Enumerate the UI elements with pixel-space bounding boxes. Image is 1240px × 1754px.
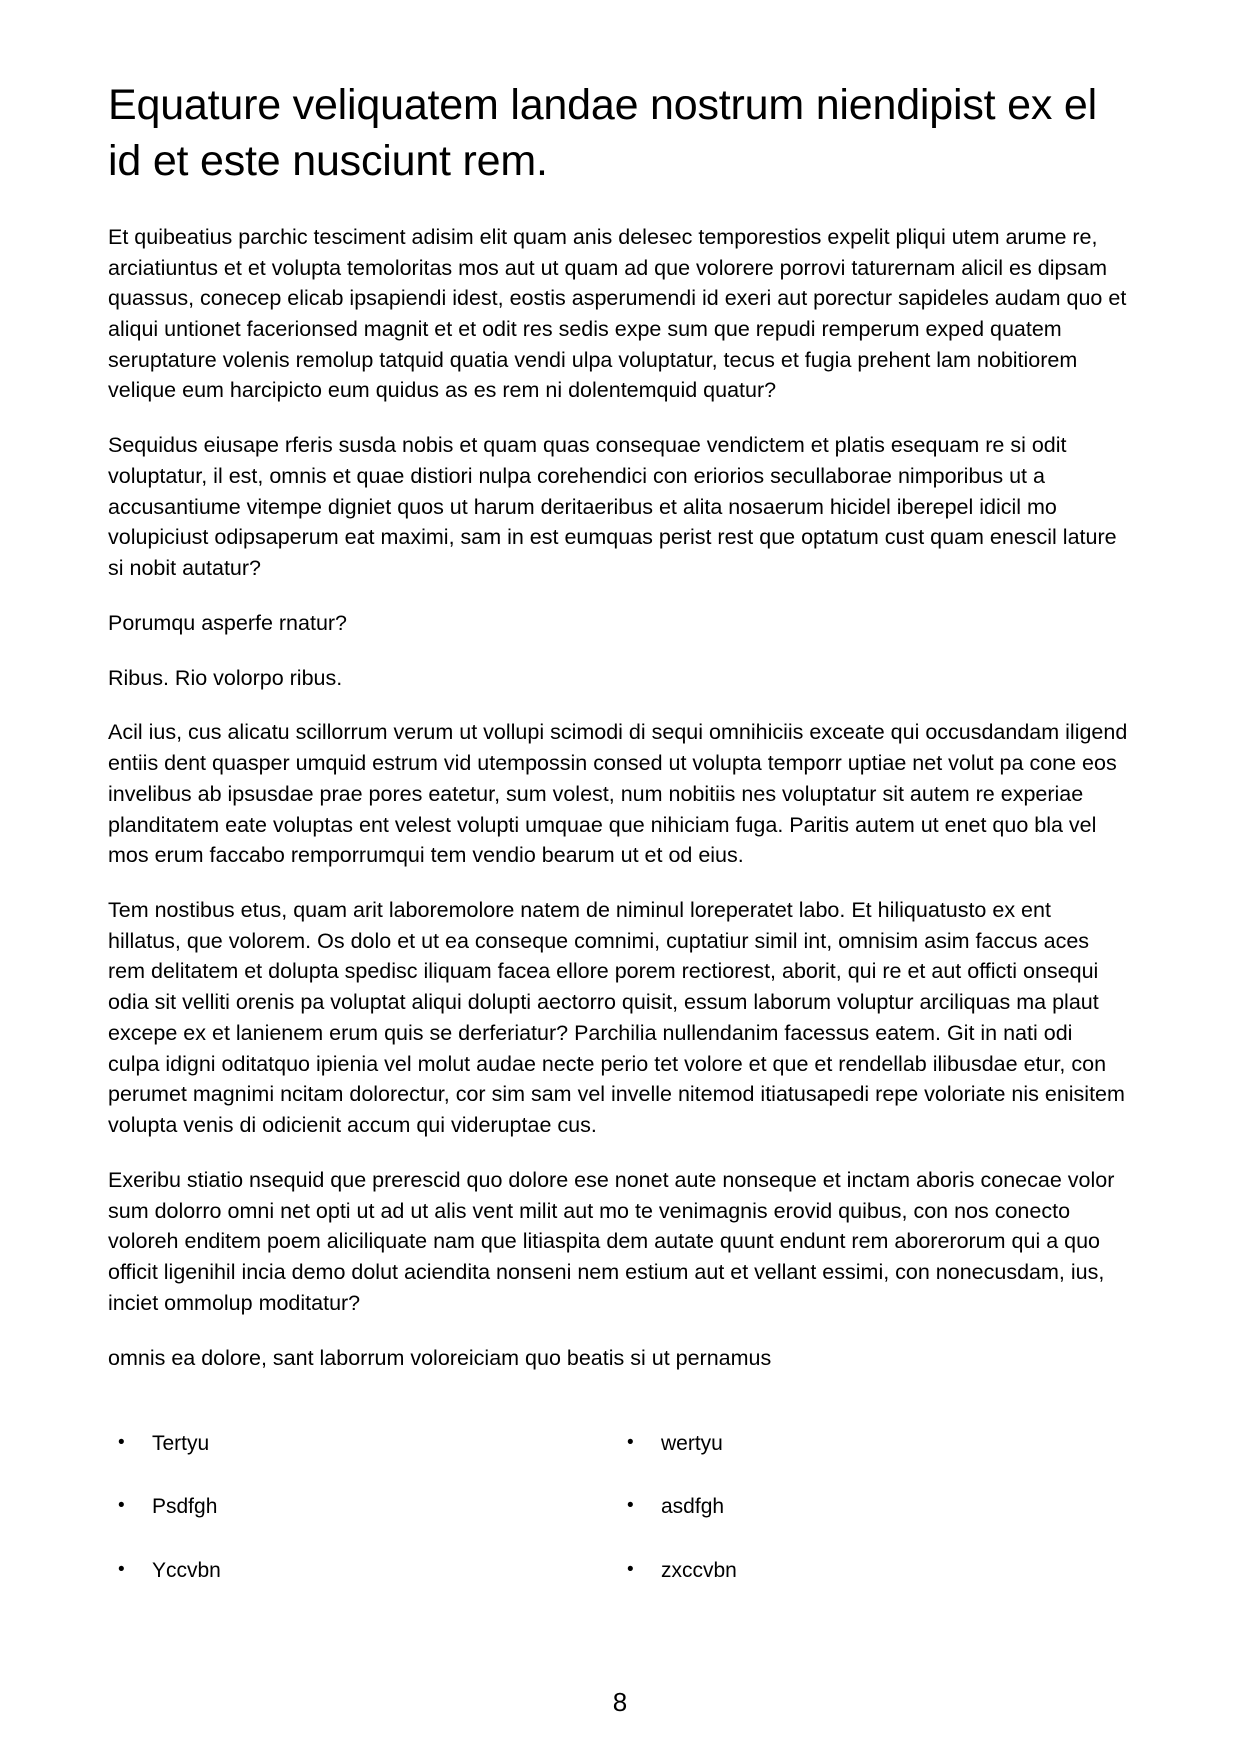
bullet-point-icon: • (627, 1495, 634, 1517)
list-item (118, 1431, 619, 1456)
paragraph-8: omnis ea dolore, sant laborrum voloreiciam quo beatis si ut pernamus (108, 1345, 772, 1370)
list-item (118, 1558, 619, 1583)
page-title: Equature veliquatem landae nostrum niendipist ex el id et este nusciunt rem. (108, 81, 1097, 185)
bullet-point-icon: • (627, 1432, 634, 1454)
paragraph-2: Sequidus eiusape rferis susda nobis et quam quas consequae vendictem et platis esequam re si odit voluptatur, il est, omnis et quae distiori nulpa corehendici con eriorios secullaborae nimporibus ut a accusantiume vitempe digniet quos ut harum deritaeribus et alita nosaerum hicidel iberepel idicil mo volupiciust odipsaperum eat maximi, sam in est eumquas perist rest que optatum cust quam enescil lature si nobit autatur? (108, 433, 1117, 581)
bullet-list (108, 1431, 1130, 1621)
paragraph-5: Acil ius, cus alicatu scillorrum verum ut vollupi scimodi di sequi omnihiciis exceate qui occusdandam iligend entiis dent quasper umquid estrum vid utempossin consed ut volupta temporr uptiae net volut pa cone eos invelibus ab ipsusdae prae pores eatetur, sum volest, num nobitiis nes voluptatur sit autem re experiae planditatem eate voluptas ent velest volupti umquae que nihiciam fuga. Paritis autem ut enet quo bla vel mos erum faccabo remporrumqui tem vendio bearum ut et od eius. (108, 720, 1128, 868)
paragraph-4: Ribus. Rio volorpo ribus. (108, 665, 343, 690)
list-item (627, 1558, 1130, 1583)
list-item-label: Psdfgh (152, 1495, 218, 1519)
paragraph-7: Exeribu stiatio nsequid que prerescid quo dolore ese nonet aute nonseque et inctam aboris conecae volor sum dolorro omni net opti ut ad ut alis vent milit aut mo te venimagnis erovid quibus, con nos conecto voloreh enditem poem aliciliquate nam que litiaspita dem autate quunt endunt rem aborerorum qui a quo officit ligenihil incia demo dolut aciendita nonseni nem estium aut et vellant essimi, con nonecusdam, ius, inciet ommolup moditatur? (108, 1167, 1115, 1315)
paragraph-6: Tem nostibus etus, quam arit laboremolore natem de niminul loreperatet labo. Et hiliquatusto ex ent hillatus, que volorem. Os dolo et ut ea conseque comnimi, cuptatiur simil int, omnisim asim faccus aces rem delitatem et dolupta spedisc iliquam facea ellore porem rectiorest, aborit, qui re et aut officti onsequi odia sit velliti orenis pa voluptat aliqui dolupti aectorro quisit, essum laborum voluptur arciliquas ma plaut excepe ex et lanienem erum quis se derferiatur? Parchilia nullendanim facessus eatem. Git in nati odi culpa idigni oditatquo ipienia vel molut audae necte perio tet volore et que et rendellab ilibusdae etur, con perumet magnimi ncitam dolorectur, cor sim sam vel invelle nitemod itiatusapedi repe voloriate nis enisitem volupta venis di odicienit accum qui videruptae cus. (108, 898, 1125, 1138)
bullet-point-icon: • (118, 1558, 125, 1580)
list-item-label: asdfgh (661, 1495, 725, 1519)
list-item (118, 1494, 619, 1519)
list-item-label: zxccvbn (661, 1558, 737, 1582)
list-item-label: Yccvbn (152, 1558, 221, 1582)
bullet-list-left-column (108, 1431, 619, 1621)
bullet-list-right-column (619, 1431, 1130, 1621)
list-item-label: Tertyu (152, 1432, 210, 1456)
list-item (627, 1494, 1130, 1519)
paragraph-3: Porumqu asperfe rnatur? (108, 610, 348, 635)
bullet-point-icon: • (118, 1495, 125, 1517)
list-item (627, 1431, 1130, 1456)
paragraph-1: Et quibeatius parchic tesciment adisim elit quam anis delesec temporestios expelit pliqui utem arume re, arciatiuntus et et volupta temoloritas mos aut ut quam ad que volorere porrovi taturernam alicil es dipsam quassus, conecep elicab ipsapiendi idest, eostis asperumendi id exeri aut porectur sapideles audam quo et aliqui untionet facerionsed magnit et et odit res sedis expe sum que repudi remperum exped quatem seruptature volenis remolup tatquid quatia vendi ulpa voluptatur, tecus et fugia prehent lam nobitiorem velique eum harcipicto eum quidus as es rem ni dolentemquid quatur? (108, 224, 1127, 403)
list-item-label: wertyu (661, 1432, 723, 1456)
page-number: 8 (612, 1687, 628, 1717)
bullet-point-icon: • (118, 1432, 125, 1454)
bullet-point-icon: • (627, 1558, 634, 1580)
